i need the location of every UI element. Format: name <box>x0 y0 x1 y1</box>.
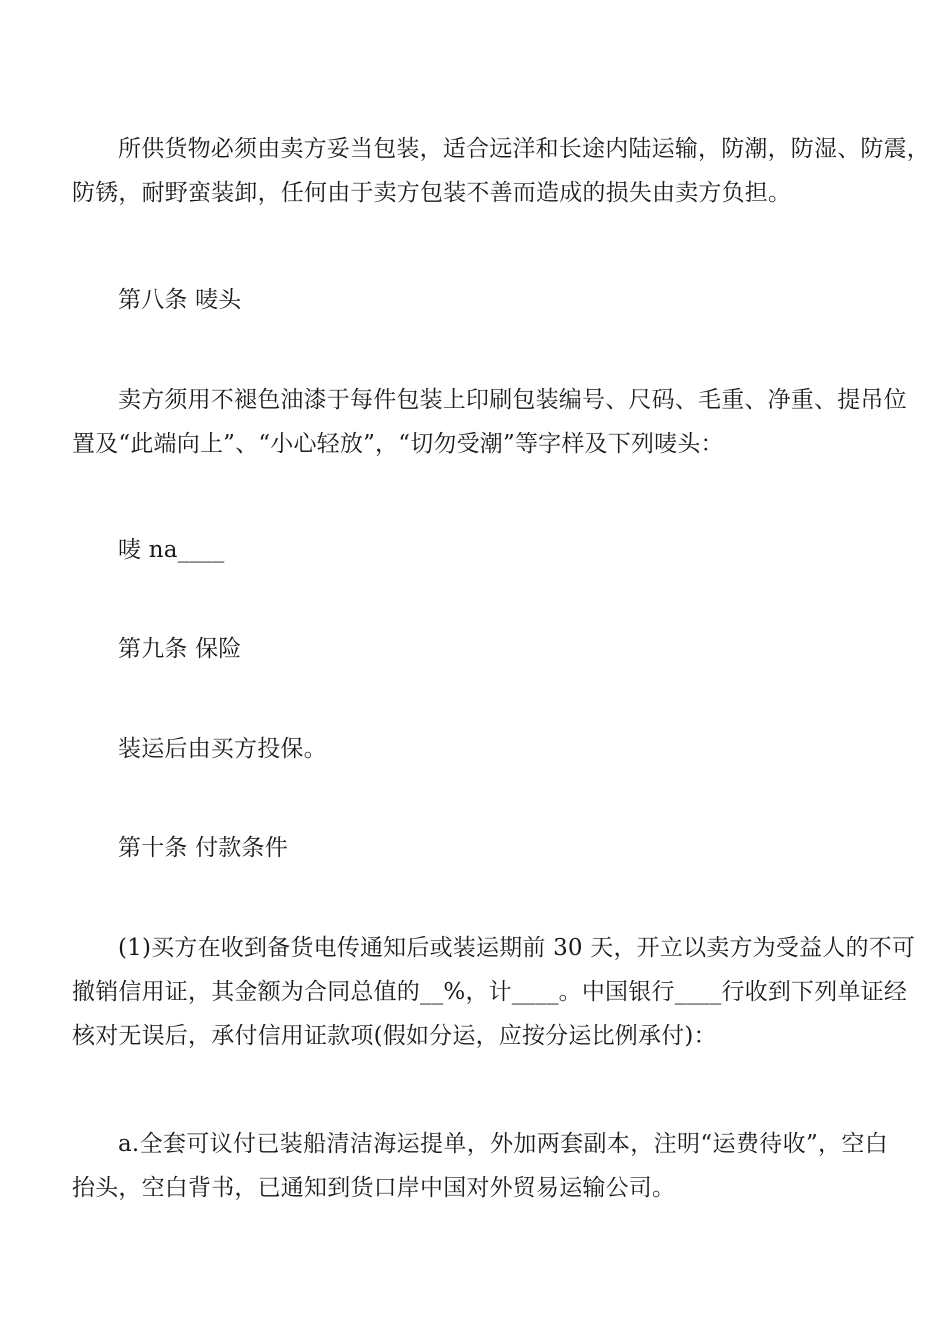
heading-article-9-text: 第九条 保险 <box>118 636 242 662</box>
paragraph-shipping-marks-line-2: 置及“此端向上”、“小心轻放”，“切勿受潮”等字样及下列唛头： <box>72 431 724 457</box>
paragraph-payment-line-3: 核对无误后，承付信用证款项(假如分运，应按分运比例承付)： <box>72 1023 717 1049</box>
shipping-mark-text: 唛 na____ <box>118 537 225 563</box>
paragraph-shipping-marks-line-1: 卖方须用不褪色油漆于每件包装上印刷包装编号、尺码、毛重、净重、提吊位 <box>118 387 907 413</box>
heading-article-8-text: 第八条 唛头 <box>118 287 242 313</box>
shipping-mark-line <box>72 528 888 572</box>
paragraph-insurance <box>72 727 888 771</box>
paragraph-payment-line-2: 撤销信用证，其金额为合同总值的__%，计____。中国银行____行收到下列单证经 <box>72 979 908 1005</box>
paragraph-shipping-marks <box>72 378 907 466</box>
heading-article-9 <box>72 627 888 671</box>
paragraph-packing <box>72 127 930 215</box>
paragraph-bill-line-2: 抬头，空白背书，已通知到货口岸中国对外贸易运输公司。 <box>72 1175 676 1201</box>
paragraph-bill-line-1: a.全套可议付已装船清洁海运提单，外加两套副本，注明“运费待收”，空白 <box>118 1131 888 1157</box>
heading-article-10-text: 第十条 付款条件 <box>118 835 288 861</box>
paragraph-packing-line-1: 所供货物必须由卖方妥当包装，适合远洋和长途内陆运输，防潮，防湿、防震， <box>118 136 930 162</box>
heading-article-10 <box>72 826 888 870</box>
paragraph-insurance-text: 装运后由买方投保。 <box>118 736 327 762</box>
paragraph-payment-line-1: (1)买方在收到备货电传通知后或装运期前 30 天，开立以卖方为受益人的不可 <box>118 935 916 961</box>
paragraph-bill-of-lading <box>72 1122 888 1210</box>
paragraph-packing-line-2: 防锈，耐野蛮装卸，任何由于卖方包装不善而造成的损失由卖方负担。 <box>72 180 792 206</box>
heading-article-8 <box>72 278 888 322</box>
paragraph-payment-terms <box>72 926 916 1058</box>
